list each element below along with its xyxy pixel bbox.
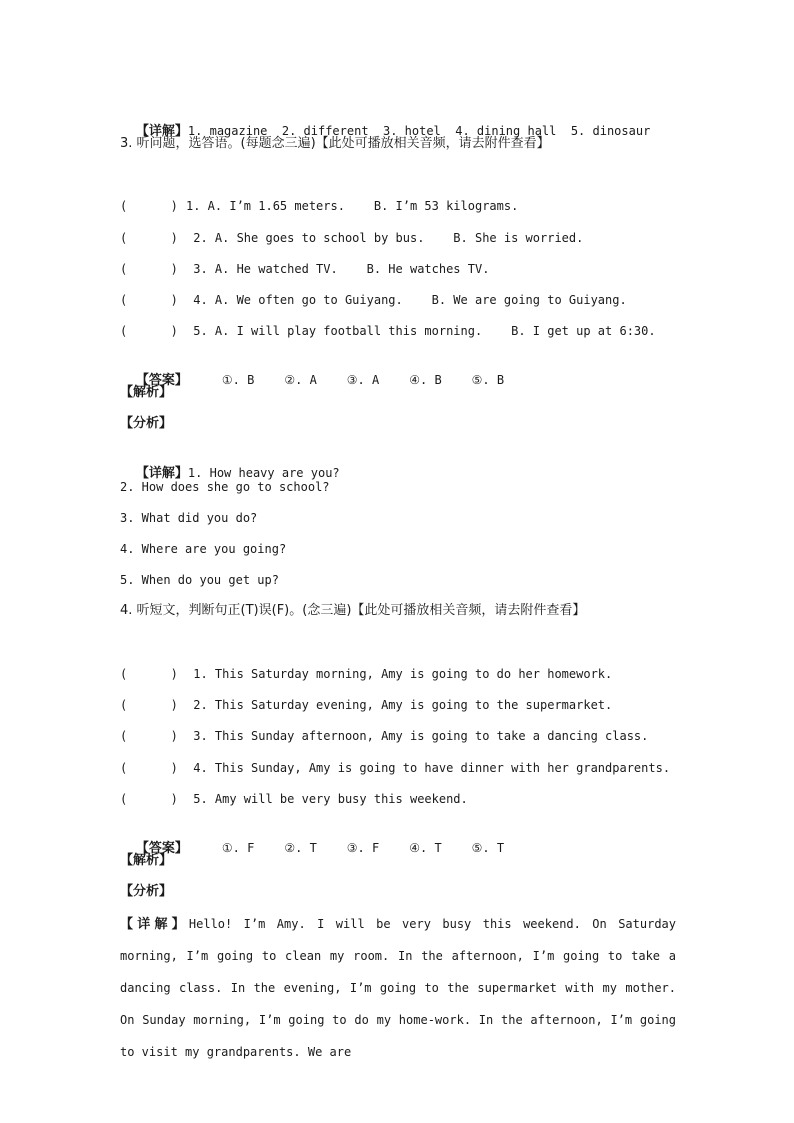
answer-blank[interactable]: ( ) [120,761,178,775]
s3-answer-line [120,353,534,408]
question-text: 2. A. She goes to school by bus. B. She is worried. [186,231,584,245]
s3-detail-line: 4. Where are you going? [120,542,287,556]
s4-question-4 [120,759,670,777]
answer-item: ④. B [409,373,442,387]
answer-item: ②. T [284,841,317,855]
answer-item: ①. B [221,373,255,387]
answer-blank[interactable]: ( ) [120,667,178,681]
answer-item: ③. A [346,373,380,387]
answer-blank[interactable]: ( ) [120,698,178,712]
detail-label: 【详解】 [135,466,188,481]
answer-item: ④. T [409,841,442,855]
answer-item: ②. A [284,373,317,387]
s3-question-4 [120,291,627,309]
s4-question-1 [120,665,612,683]
detail-label: 【详解】 [120,917,189,932]
answer-blank[interactable]: ( ) [120,293,178,307]
s4-fenxi-label: 【分析】 [120,884,173,899]
answer-item: ③. F [346,841,380,855]
question-text: 1. A. I’m 1.65 meters. B. I’m 53 kilograms. [186,199,519,213]
s4-answer-line [120,821,534,876]
s4-analysis-label: 【解析】 [120,853,173,868]
question-text: 5. A. I will play football this morning. B. I get up at 6:30. [186,324,656,338]
answer-blank[interactable]: ( ) [120,199,178,213]
detail-label: 【详解】 [135,124,188,139]
detail-text: 1. How heavy are you? [187,466,340,480]
s3-question-5 [120,322,656,340]
answer-blank[interactable]: ( ) [120,324,178,338]
question-text: 3. This Sunday afternoon, Amy is going to take a dancing class. [186,729,649,743]
s3-question-1 [120,197,518,215]
section-3-heading: 3. 听问题，选答语。(每题念三遍)【此处可播放相关音频，请去附件查看】 [120,136,550,151]
s4-detail-paragraph [120,908,676,1068]
s4-question-5 [120,790,468,808]
question-text: 1. This Saturday morning, Amy is going to do her homework. [186,667,613,681]
answer-item: ①. F [221,841,255,855]
question-text: 5. Amy will be very busy this weekend. [186,792,468,806]
answer-label: 【答案】 [135,841,188,856]
answer-item: ⑤. T [471,841,505,855]
s3-question-3 [120,260,489,278]
question-text: 4. This Sunday, Amy is going to have dinner with her grandparents. [186,761,671,775]
question-text: 3. A. He watched TV. B. He watches TV. [186,262,490,276]
answer-blank[interactable]: ( ) [120,262,178,276]
s3-question-2 [120,229,583,247]
s3-detail-line: 2. How does she go to school? [120,480,330,494]
detail-text: Hello! I’m Amy. I will be very busy this weekend. On Saturday morning, I’m going to clean my room. In the afternoon, I’m going to take a dancing class. In the evening, I’m going to the supermarket with my mother. On Sunday morning, I’m going to do my home-work. In the afternoon, I’m going to visit my grandparents. We are [120,917,676,1059]
s3-detail-line: 5. When do you get up? [120,573,279,587]
answer-blank[interactable]: ( ) [120,792,178,806]
answer-blank[interactable]: ( ) [120,729,178,743]
answer-blank[interactable]: ( ) [120,231,178,245]
detail-text: 1. magazine 2. different 3. hotel 4. dining hall 5. dinosaur [187,124,651,138]
section-4-heading: 4. 听短文，判断句正(T)误(F)。(念三遍)【此处可播放相关音频，请去附件查看】 [120,603,586,618]
s3-analysis-label: 【解析】 [120,385,173,400]
question-text: 2. This Saturday evening, Amy is going to the supermarket. [186,698,613,712]
question-text: 4. A. We often go to Guiyang. B. We are going to Guiyang. [186,293,627,307]
s4-question-3 [120,727,648,745]
answer-item: ⑤. B [471,373,505,387]
answer-label: 【答案】 [135,373,188,388]
s3-fenxi-label: 【分析】 [120,416,173,431]
s3-detail-line: 3. What did you do? [120,511,258,525]
s4-question-2 [120,696,612,714]
